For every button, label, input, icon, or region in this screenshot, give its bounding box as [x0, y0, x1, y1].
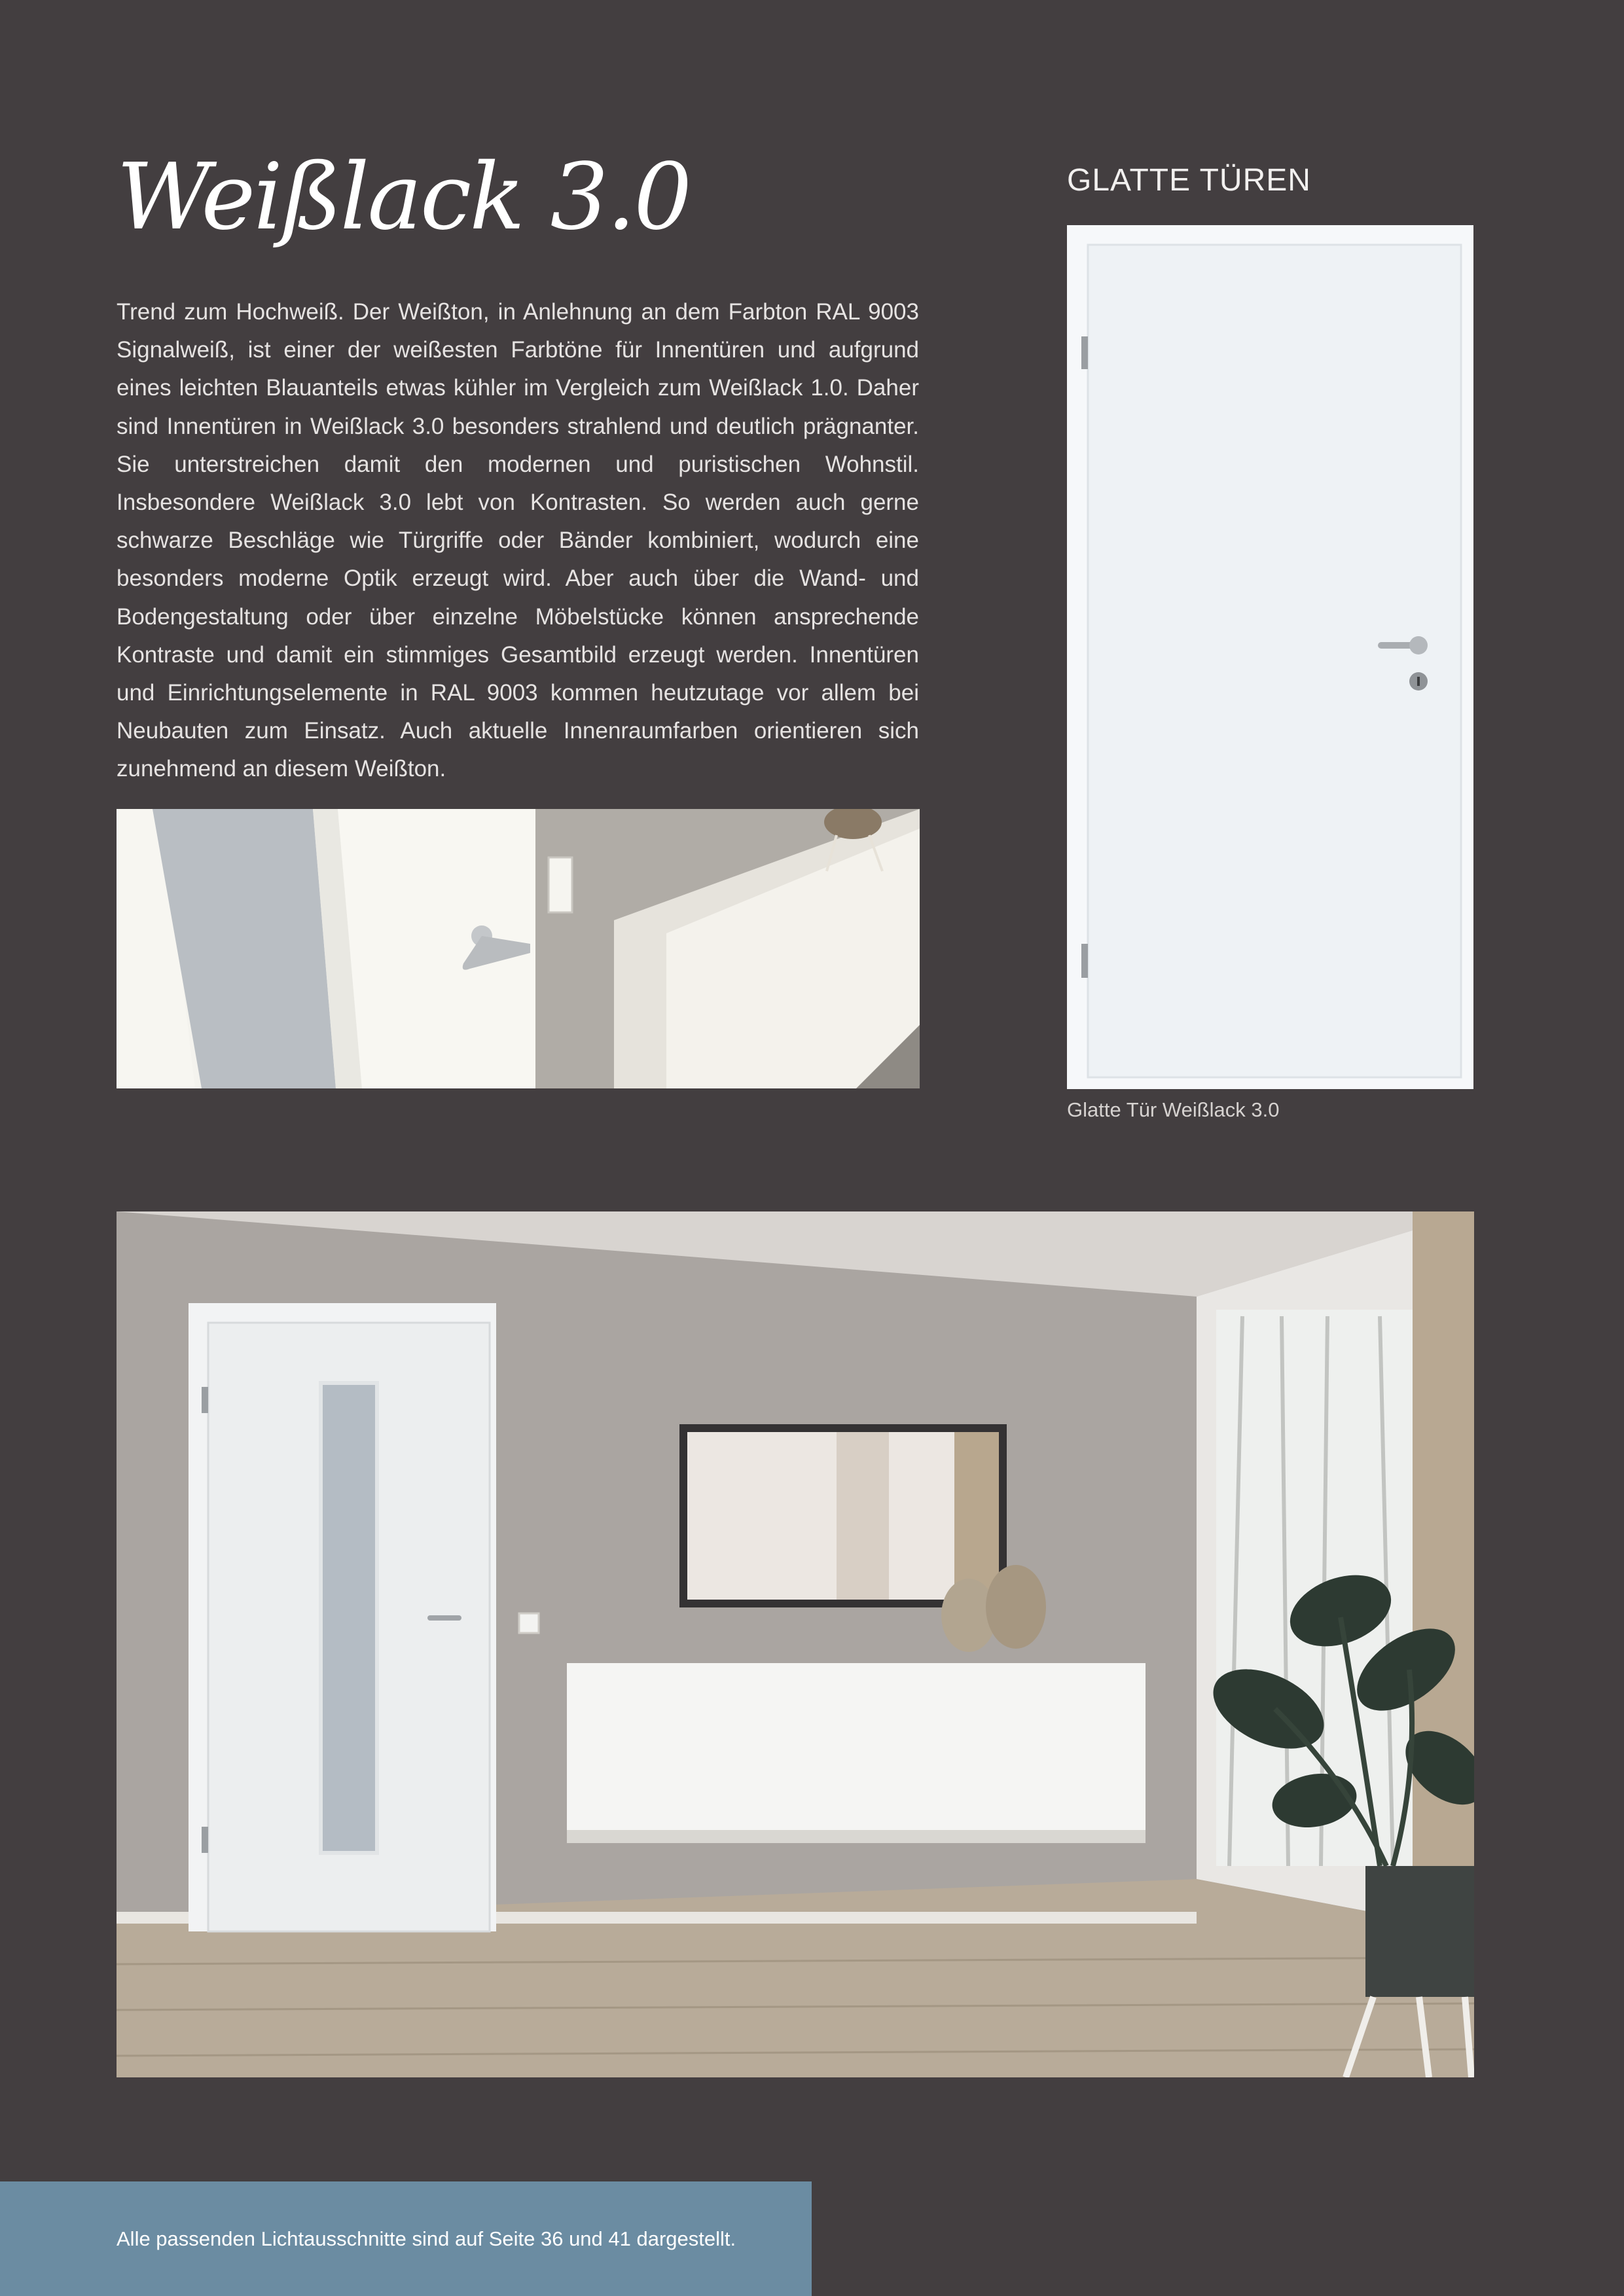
handle-detail-illustration [117, 809, 920, 1088]
footer-note: Alle passenden Lichtausschnitte sind auf Seite 36 und 41 dargestellt. [117, 2227, 736, 2250]
door-caption: Glatte Tür Weißlack 3.0 [1067, 1098, 1280, 1121]
handle-detail-photo [117, 809, 920, 1088]
smooth-door-photo [1067, 225, 1473, 1089]
page-title: Weißlack 3.0 [117, 144, 691, 251]
intro-paragraph: Trend zum Hochweiß. Der Weißton, in Anlehnung an dem Farbton RAL 9003 Signalweiß, ist einer der weißesten Farbtöne für Innentüren und aufgrund eines leichten Blauanteils etwas kühler im Vergleich zum Weißlack 1.0. Daher sind Innentüren in Weißlack 3.0 besonders strahlend und deutlich prägnanter. Sie unterstreichen damit den modernen und puristischen Wohnstil. Insbesondere Weißlack 3.0 lebt von Kontrasten. So werden auch gerne schwarze Beschläge wie Türgriffe oder Bänder kombiniert, wodurch eine besonders moderne Optik erzeugt wird. Aber auch über die Wand- und Bodengestaltung oder über einzelne Möbelstücke können ansprechende Kontraste und damit ein stimmiges Gesamtbild erzeugt werden. Innentüren und Einrichtungselemente in RAL 9003 kommen heutzutage vor allem bei Neubauten zum Einsatz. Auch aktuelle Innenraumfarben orientieren sich zunehmend an diesem Weißton. [117, 299, 919, 782]
smooth-door-illustration [1067, 225, 1473, 1089]
section-heading: GLATTE TÜREN [1067, 163, 1311, 198]
interior-room-illustration [117, 1211, 1474, 2077]
interior-room-photo [117, 1211, 1474, 2077]
